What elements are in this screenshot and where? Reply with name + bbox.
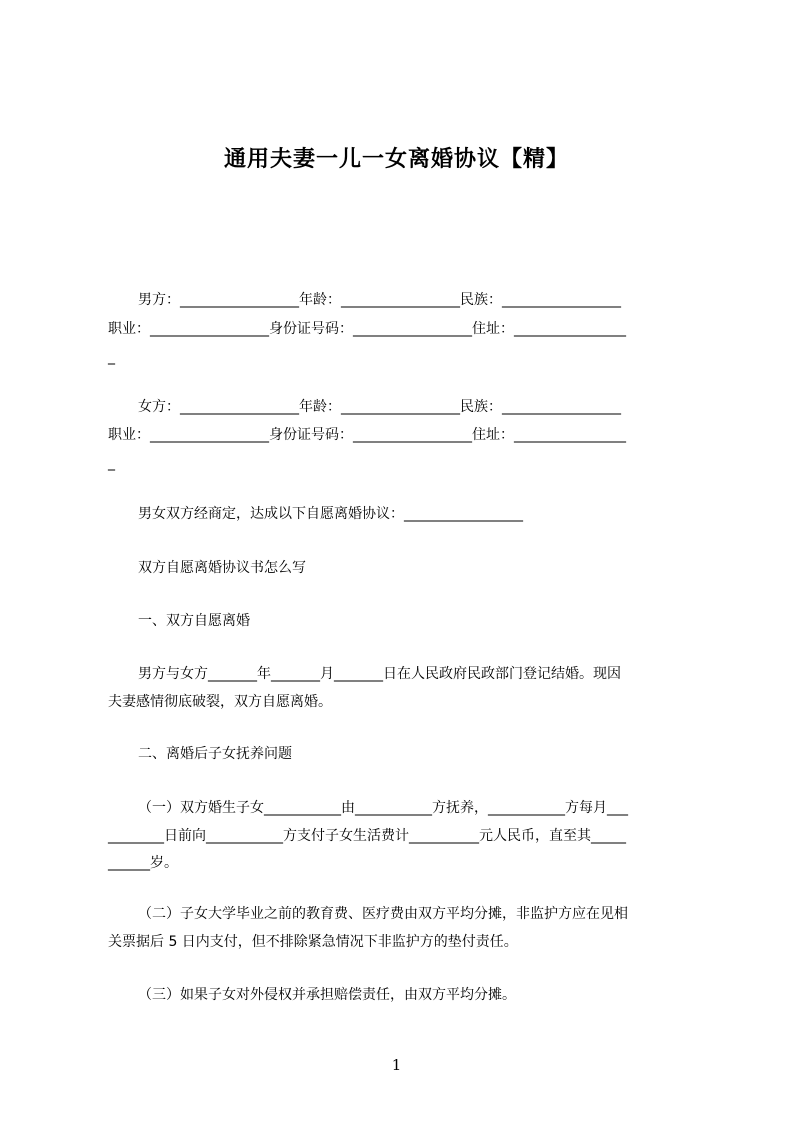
section2-item3-line-1: （三）如果子女对外侵权并承担赔偿责任，由双方平均分摊。: [138, 987, 516, 1003]
husband-info-line-1: 男方：_________________年龄：_________________民族：_________________: [138, 292, 621, 308]
section2-item2-line-1: （二）子女大学毕业之前的教育费、医疗费由双方平均分摊，非监护方应在见相: [138, 906, 628, 922]
husband-info-line-3: _: [108, 349, 115, 365]
section2-heading: 二、离婚后子女抚养问题: [138, 746, 292, 762]
section1-line-1: 男方与女方_______年_______月_______日在人民政府民政部门登记结婚。现因: [138, 666, 621, 682]
wife-info-line-2: 职业：_________________身份证号码：_________________住址：________________: [108, 427, 626, 443]
subtitle: 双方自愿离婚协议书怎么写: [138, 560, 306, 576]
page-number: 1: [391, 1056, 402, 1074]
husband-info-line-2: 职业：_________________身份证号码：_________________住址：________________: [108, 321, 626, 337]
section1-line-2: 夫妻感情彻底破裂，双方自愿离婚。: [108, 694, 332, 710]
document-title: 通用夫妻一儿一女离婚协议【精】: [223, 147, 569, 172]
wife-info-line-1: 女方：_________________年龄：_________________民族：_________________: [138, 399, 621, 415]
section2-item1-line-2: ________日前向___________方支付子女生活费计__________元人民币，直至其_____: [108, 828, 626, 844]
agreement-intro: 男女双方经商定，达成以下自愿离婚协议：_________________: [138, 506, 523, 522]
section2-item1-line-1: （一）双方婚生子女___________由___________方抚养，___________方每月___: [138, 800, 628, 816]
section2-item2-line-2: 关票据后 5 日内支付，但不排除紧急情况下非监护方的垫付责任。: [108, 934, 518, 950]
section1-heading: 一、双方自愿离婚: [138, 613, 250, 629]
section2-item1-line-3: ______岁。: [108, 855, 178, 871]
wife-info-line-3: _: [108, 455, 115, 471]
